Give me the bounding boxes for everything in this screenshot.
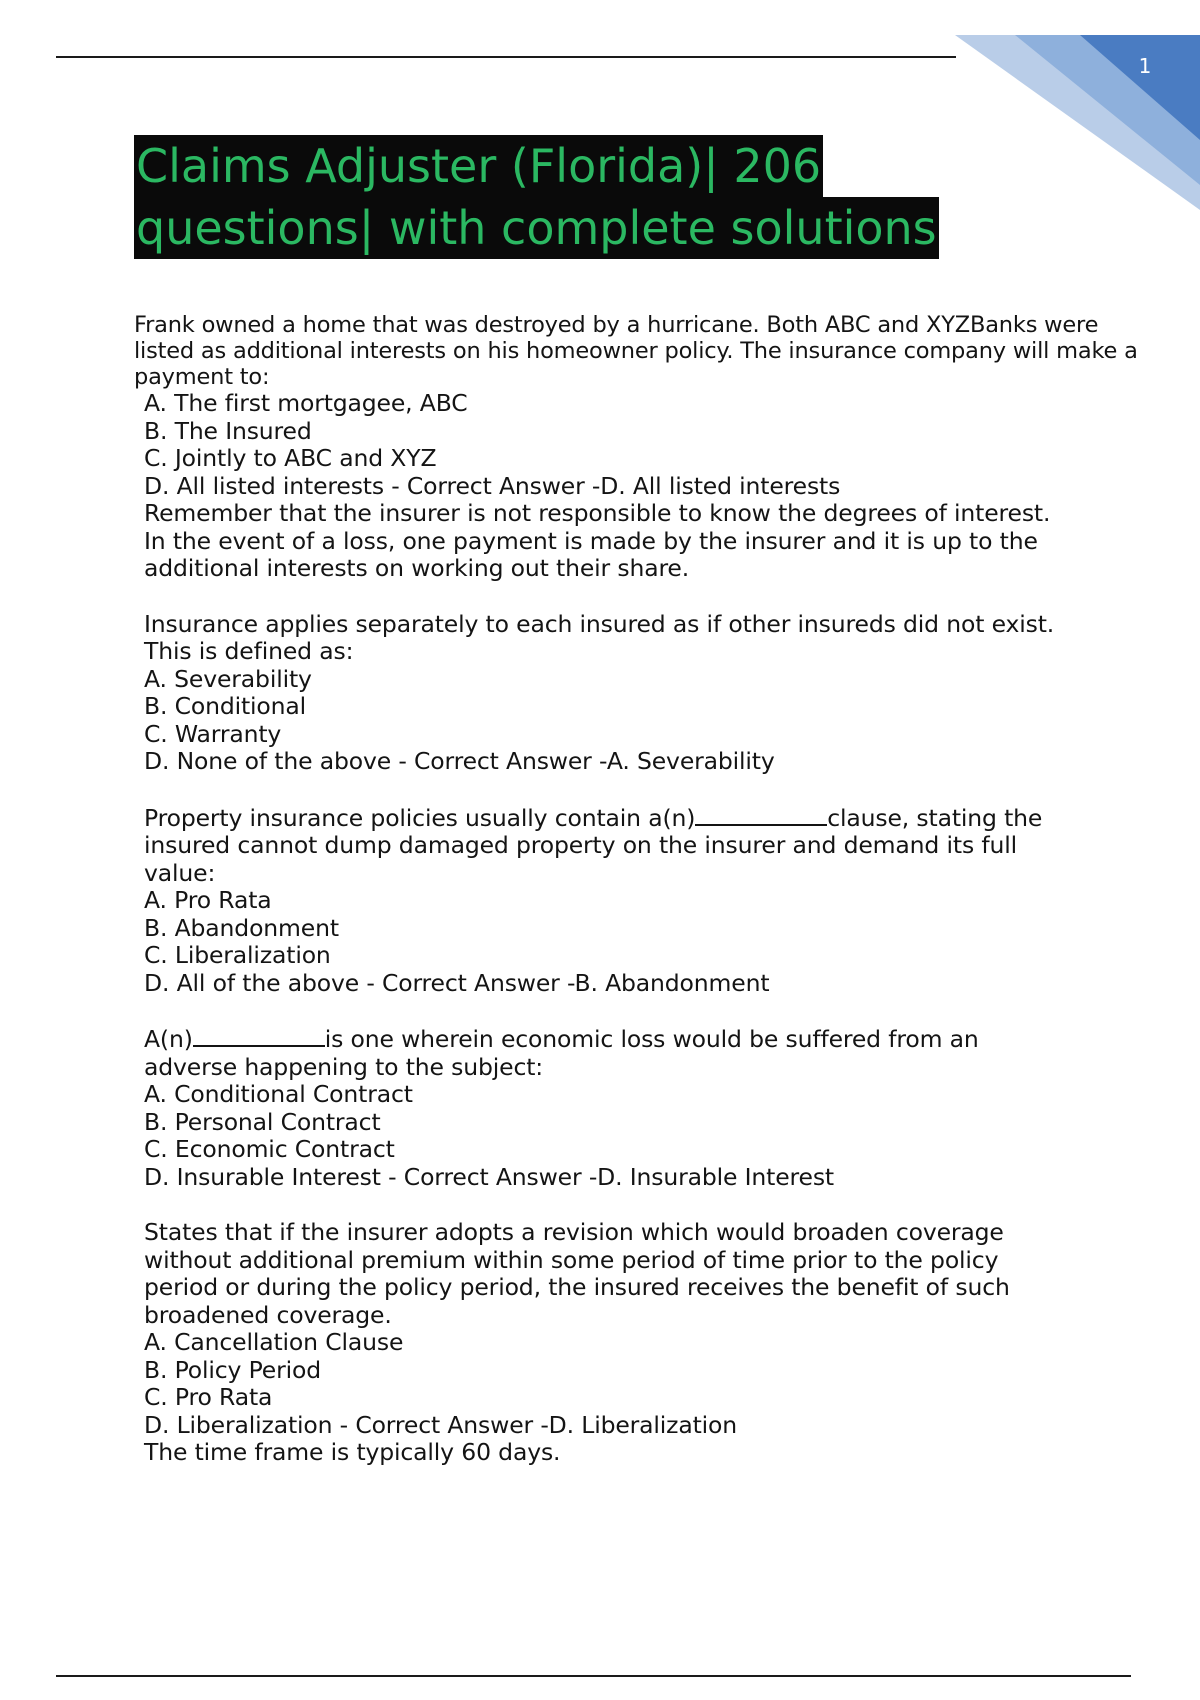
title-line-1: Claims Adjuster (Florida)| 206 [134, 135, 823, 197]
question-3 [144, 804, 1164, 998]
question-3-option-d: D. All of the above - Correct Answer -B. Abandonment [144, 968, 770, 997]
question-4-option-d: D. Insurable Interest - Correct Answer -D. Insurable Interest [144, 1162, 834, 1191]
question-3-text [144, 804, 1074, 888]
question-1-option-a: A. The first mortgagee, ABC [144, 389, 468, 417]
question-1-option-b: B. The Insured [144, 416, 312, 445]
question-1-option-d: D. All listed interests - Correct Answer -D. All listed interests [144, 471, 841, 500]
question-5-option-c: C. Pro Rata [144, 1383, 273, 1411]
header-rule [56, 56, 956, 58]
question-4-text-start: A(n) [144, 1025, 193, 1053]
question-5 [144, 1219, 1164, 1467]
question-1-option-c: C. Jointly to ABC and XYZ [144, 444, 437, 472]
question-3-text-start: Property insurance policies usually contain a(n) [144, 803, 696, 832]
question-3-option-b: B. Abandonment [144, 913, 339, 942]
question-5-option-b: B. Policy Period [144, 1355, 322, 1384]
question-5-option-d: D. Liberalization - Correct Answer -D. Liberalization [144, 1410, 738, 1439]
question-3-option-c: C. Liberalization [144, 941, 331, 969]
fill-in-blank [695, 804, 827, 826]
fill-in-blank [193, 1025, 325, 1047]
question-5-text: States that if the insurer adopts a revision which would broaden coverage without additional premium within some period of time prior to the policy period or during the policy period, the insured receives the benefit of such broadened coverage. [144, 1218, 1010, 1329]
question-4-option-a: A. Conditional Contract [144, 1080, 413, 1108]
document-title [134, 135, 939, 259]
question-2 [144, 611, 1164, 776]
question-4 [144, 1025, 1164, 1191]
title-line-2: questions| with complete solutions [134, 197, 939, 259]
question-3-text-end: clause, stating the insured cannot dump damaged property on the insurer and demand its full value: [144, 803, 1043, 887]
question-2-option-b: B. Conditional [144, 692, 307, 720]
question-5-explanation: The time frame is typically 60 days. [144, 1438, 561, 1466]
footer-rule [56, 1675, 1131, 1677]
question-2-option-a: A. Severability [144, 664, 312, 693]
question-4-option-b: B. Personal Contract [144, 1107, 381, 1136]
question-3-option-a: A. Pro Rata [144, 886, 272, 914]
question-1-text: Frank owned a home that was destroyed by a hurricane. Both ABC and XYZBanks were listed as additional interests on his homeowner policy. The insurance company will make a payment to: [134, 312, 1138, 390]
question-4-option-c: C. Economic Contract [144, 1135, 395, 1163]
question-5-option-a: A. Cancellation Clause [144, 1328, 404, 1356]
question-4-text [144, 1025, 1074, 1081]
question-2-text: Insurance applies separately to each insured as if other insureds did not exist. This is defined as: [144, 609, 1055, 665]
question-4-text-end: is one wherein economic loss would be suffered from an adverse happening to the subject: [144, 1025, 979, 1081]
question-1 [144, 390, 1164, 583]
page-number: 1 [1138, 54, 1152, 78]
question-list [134, 312, 1164, 1467]
question-1-explanation: Remember that the insurer is not responsible to know the degrees of interest. In the event of a loss, one payment is made by the insurer and it is up to the additional interests on working out their share. [144, 499, 1051, 582]
question-2-option-c: C. Warranty [144, 719, 282, 748]
question-2-option-d: D. None of the above - Correct Answer -A. Severability [144, 747, 775, 775]
